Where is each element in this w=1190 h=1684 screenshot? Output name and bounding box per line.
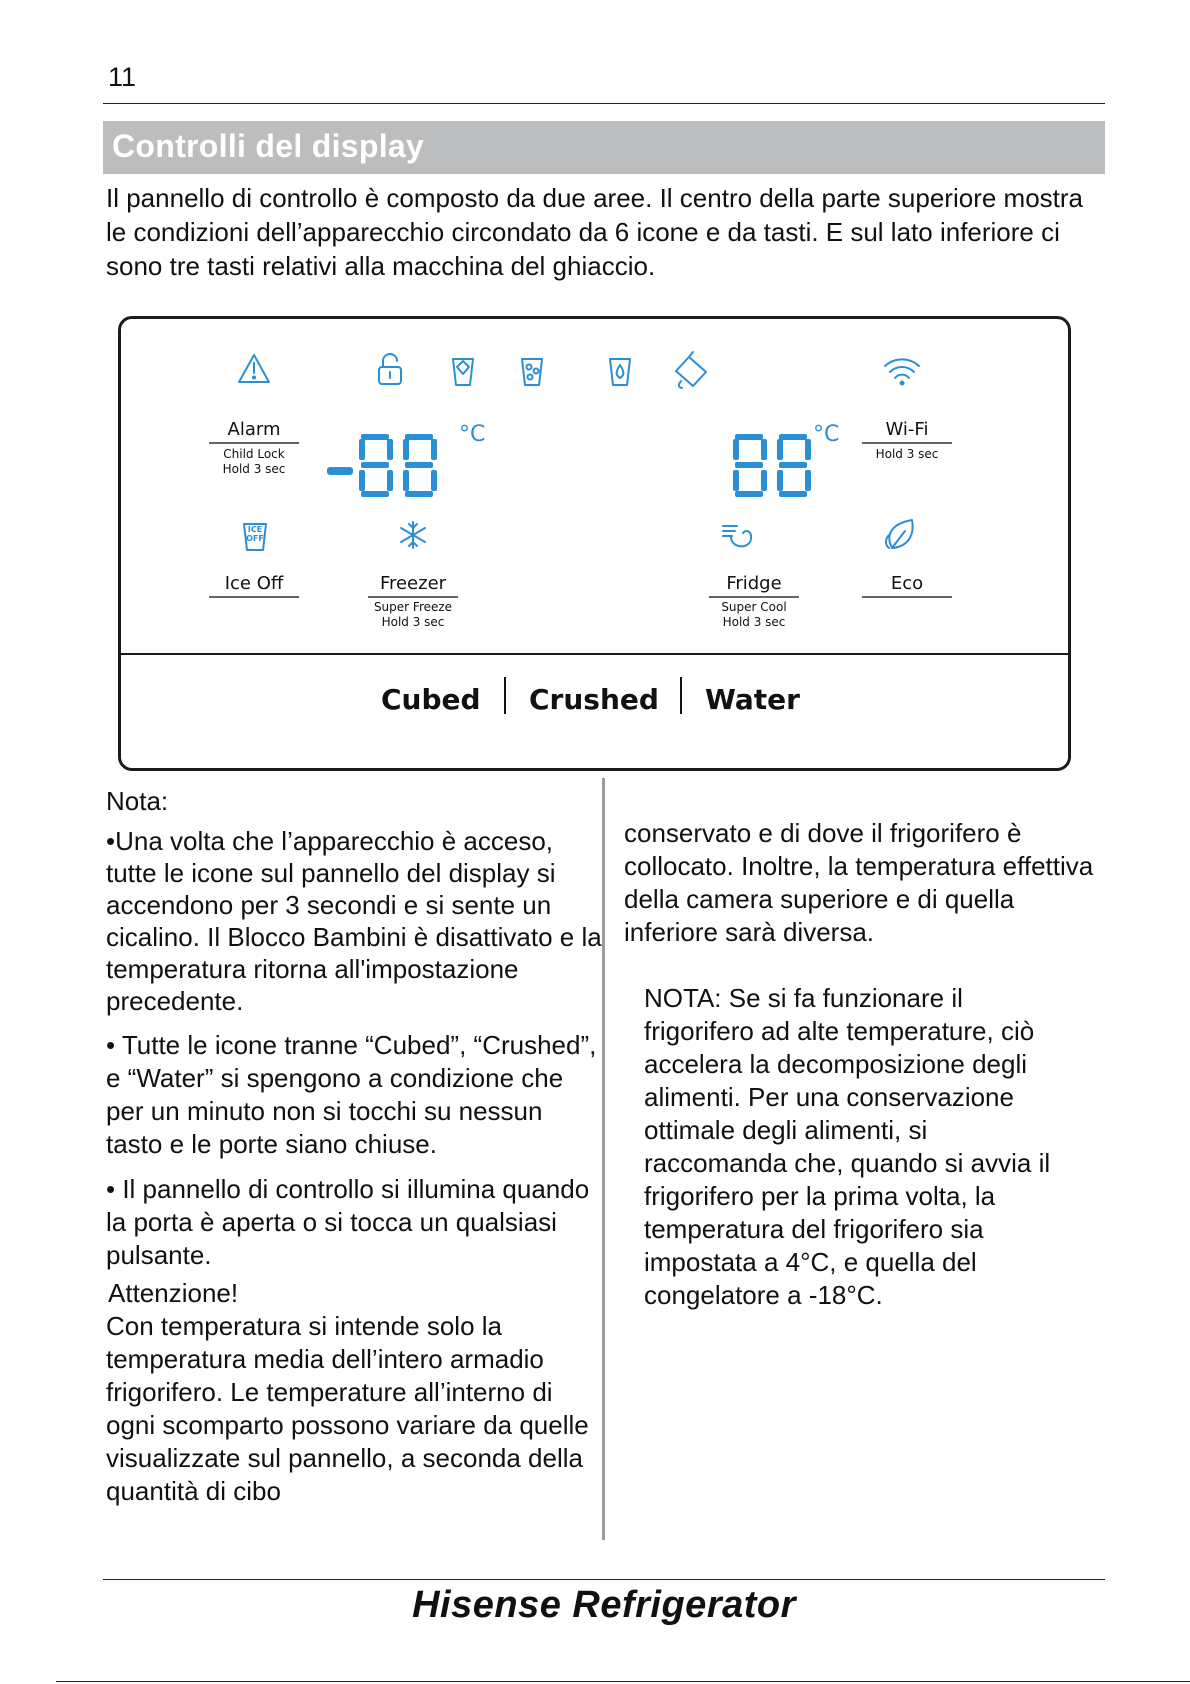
crushed-ice-icon — [522, 359, 542, 385]
snowflake-icon — [401, 522, 425, 548]
nota-title: Nota: — [106, 786, 169, 816]
top-rule — [103, 103, 1105, 104]
intro-paragraph: Il pannello di controllo è composto da due aree. Il centro della parte superiore mostra le condizioni dell’apparecchio circondato da 6 icone e da tasti. E sul lato inferiore ci sono tre tasti relativi alla macchina del ghiaccio. — [106, 183, 1084, 281]
note-bullet-3: • Il pannello di controllo si illumina quando la porta è aperta o si tocca un qualsiasi pulsante. — [106, 1174, 590, 1270]
crushed-button: Crushed — [529, 683, 659, 716]
panel-divider — [121, 653, 1068, 655]
bottom-rule — [103, 1579, 1105, 1580]
ice-off-icon-text: ICE OFF — [246, 525, 264, 543]
eco-label: Eco — [890, 573, 924, 594]
note-bullet-2: • Tutte le icone tranne “Cubed”, “Crushed”, e “Water” si spengono a condizione che per un minuto non si tocchi su nessun tasto e le porte siano chiuse. — [106, 1030, 597, 1159]
ice-off-label: Ice Off — [224, 573, 284, 594]
water-button: Water — [705, 683, 800, 716]
fridge-seven-segment-display — [733, 434, 811, 497]
nota-recommendation: NOTA: Se si fa funzionare il frigorifero ad alte temperature, ciò accelera la decomposizione degli alimenti. Per una conservazione ottimale degli alimenti, si raccomanda che, quando si avvia il frigorifero per la prima volta, la temperatura del frigorifero sia impostata a 4°C, e quella del congelatore a -18°C. — [644, 983, 1051, 1310]
brand-footer: Hisense Refrigerator — [412, 1584, 796, 1626]
alarm-label: Alarm — [227, 419, 281, 440]
section-title: Controlli del display — [112, 128, 425, 164]
attention-title: Attenzione! — [108, 1278, 239, 1308]
freezer-seven-segment-display — [327, 434, 437, 497]
wifi-label: Wi-Fi — [885, 419, 929, 440]
fridge-label: Fridge — [726, 573, 782, 594]
freezer-temp-unit: °C — [459, 422, 486, 447]
water-cup-icon — [610, 359, 630, 385]
fridge-temp-unit: °C — [813, 422, 840, 447]
fridge-cool-icon — [723, 526, 751, 546]
cubed-button: Cubed — [381, 683, 481, 716]
right-column — [624, 817, 1094, 1312]
alarm-child-lock-label: Child Lock — [223, 447, 285, 461]
fridge-hold-label: Hold 3 sec — [722, 615, 786, 629]
footer-rule — [56, 1681, 1190, 1682]
pitcher-icon — [676, 352, 706, 388]
right-continuation-text: conservato e di dove il frigorifero è collocato. Inoltre, la temperatura effettiva della camera superiore e di quella inferiore sarà diversa. — [624, 818, 1094, 947]
attention-text: Con temperatura si intende solo la temperatura media dell’intero armadio frigorifero. Le temperature all’interno di ogni scomparto possono variare da quelle visualizzate sul pannello, a seconda della quantità di cibo — [106, 1311, 589, 1506]
left-column — [106, 785, 606, 1508]
freezer-hold-label: Hold 3 sec — [381, 615, 445, 629]
section-header-bar — [103, 121, 1105, 174]
column-divider — [602, 778, 605, 1540]
alarm-icon — [239, 355, 269, 382]
freezer-label: Freezer — [379, 573, 447, 594]
note-bullet-1: •Una volta che l’apparecchio è acceso, tutte le icone sul pannello del display si accendono per 3 secondi e si sente un cicalino. Il Blocco Bambini è disattivato e la temperatura ritorna all'impostazione precedente. — [106, 826, 602, 1016]
fridge-super-cool-label: Super Cool — [721, 600, 787, 614]
wifi-hold-label: Hold 3 sec — [875, 447, 939, 461]
eco-leaf-icon — [886, 520, 913, 548]
page-number: 11 — [108, 62, 137, 92]
control-panel-illustration — [118, 316, 1071, 771]
ice-cup-icon — [453, 359, 473, 385]
freezer-super-freeze-label: Super Freeze — [373, 600, 453, 614]
alarm-hold-label: Hold 3 sec — [222, 462, 286, 476]
lock-icon — [379, 354, 401, 384]
wifi-icon — [885, 359, 919, 384]
